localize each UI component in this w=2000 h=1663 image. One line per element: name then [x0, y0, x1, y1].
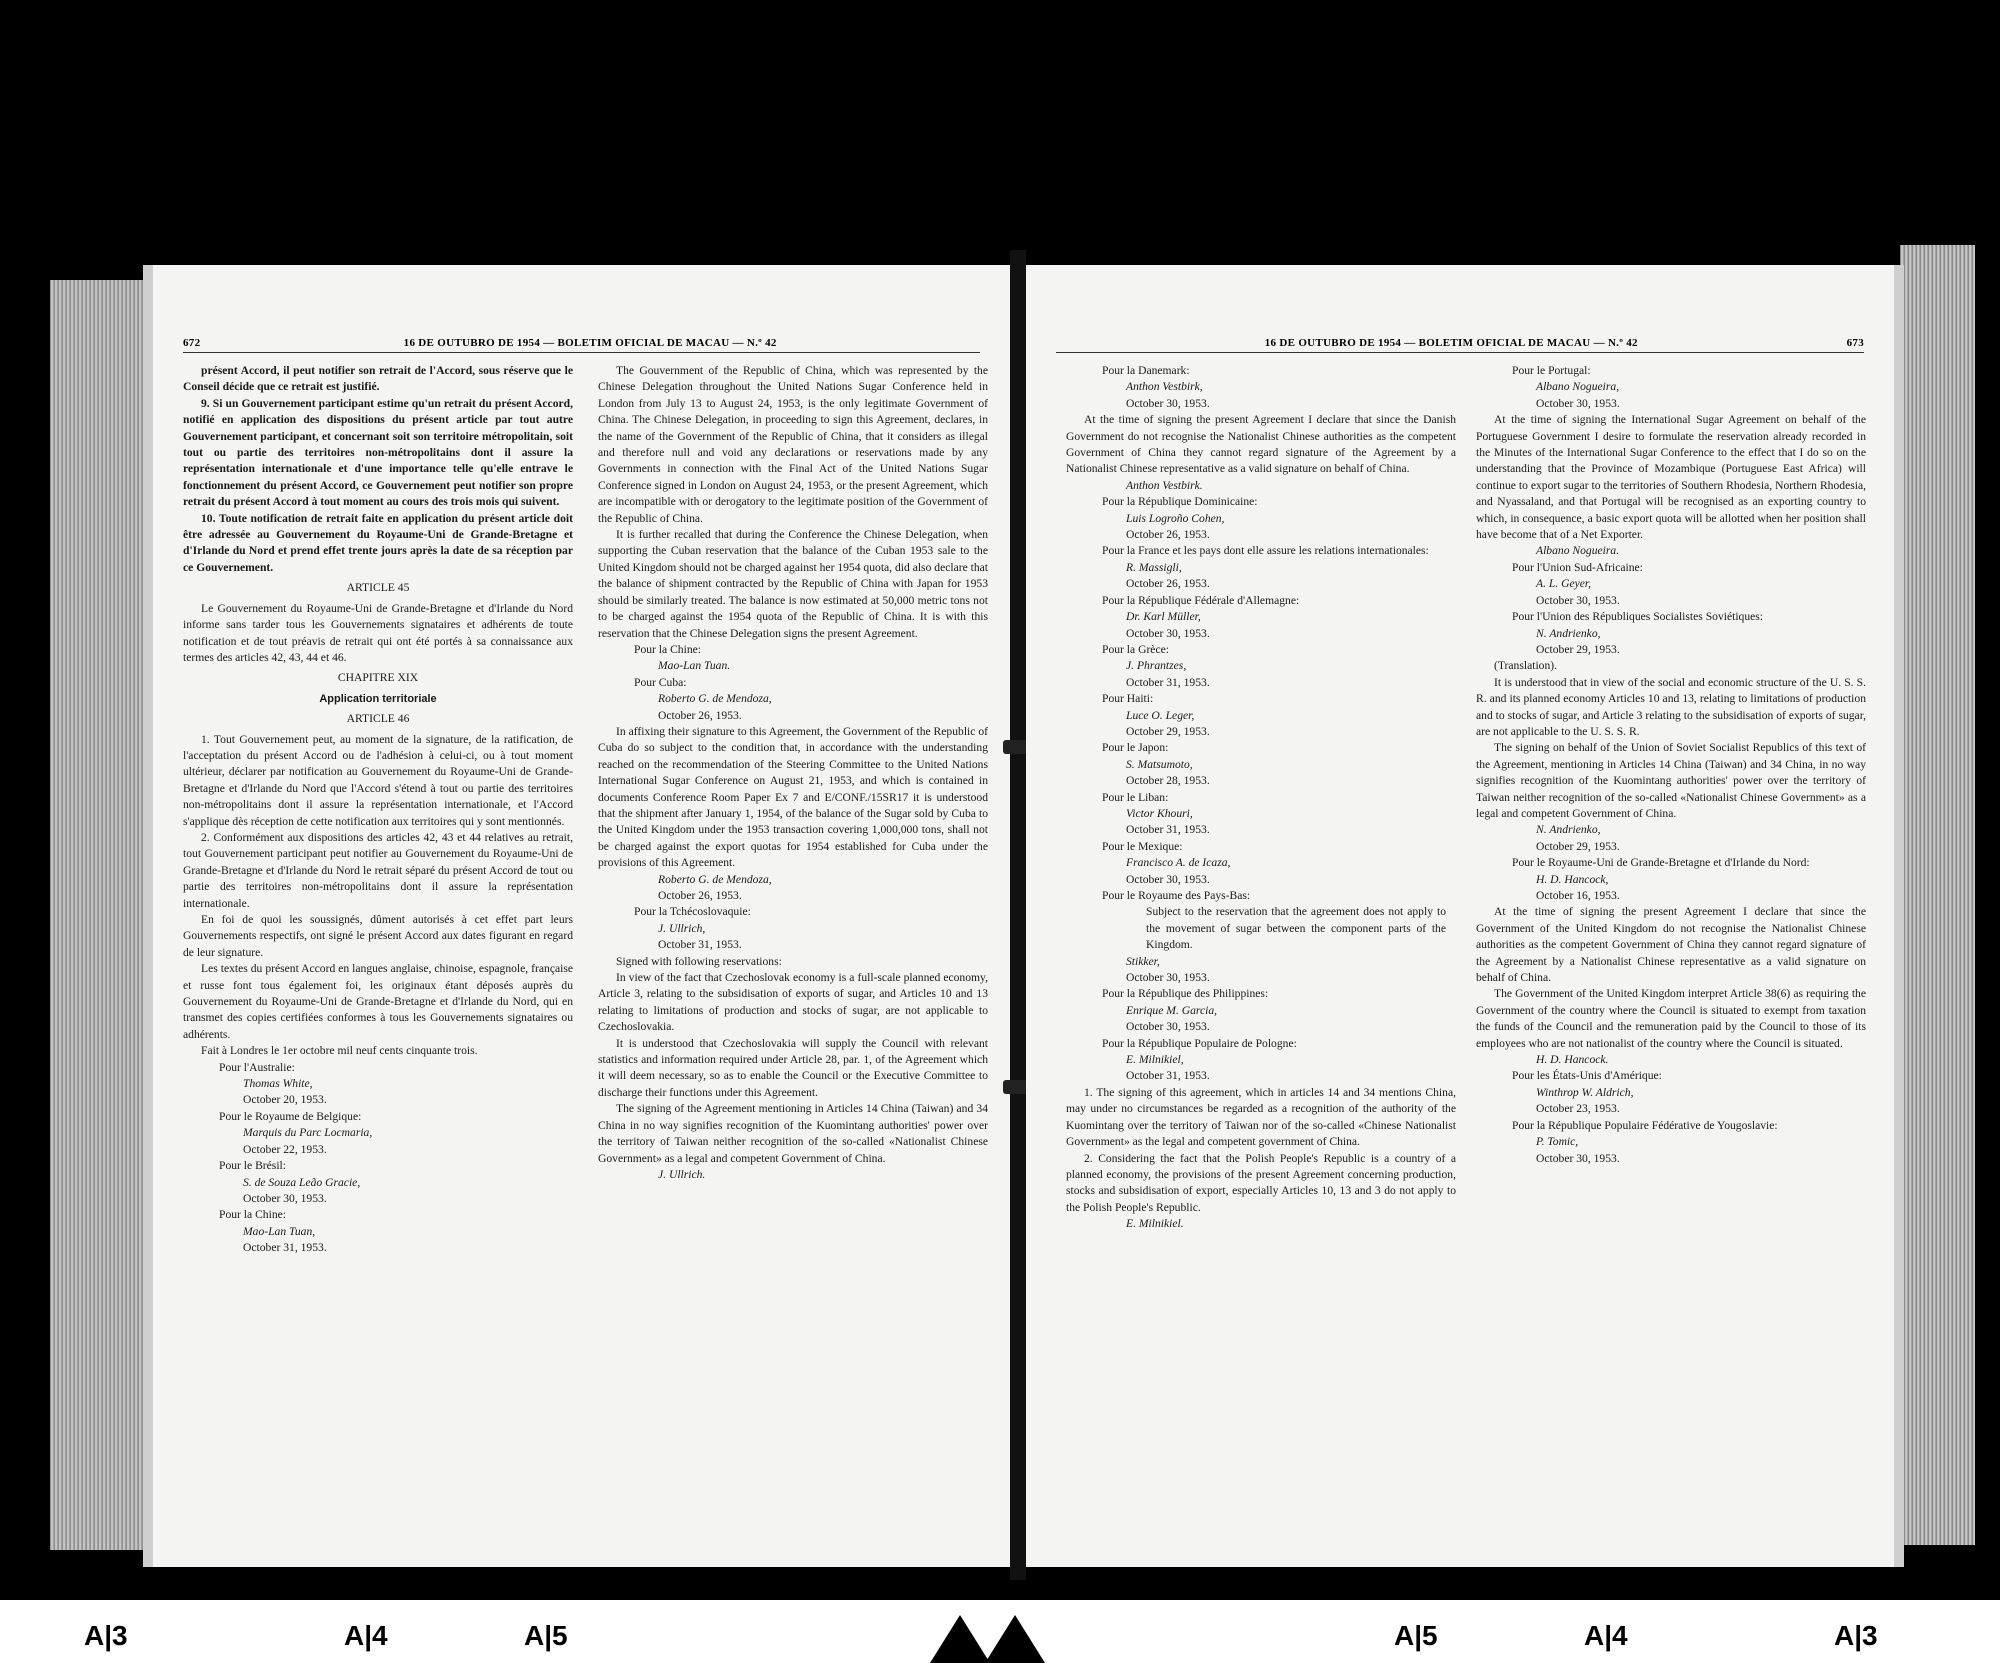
paragraph: The signing of the Agreement mentioning in Articles 14 China (Taiwan) and 34 China in no way signifies recognition of the Kuomintang authorities' power over the territory of Taiwan neither recognition of the so-called «Nationalist Chinese Government» as a legal and competent Government of China.	[598, 1102, 988, 1165]
signatory-country: Pour les États-Unis d'Amérique:	[1512, 1069, 1662, 1083]
paragraph: (Translation).	[1494, 659, 1558, 673]
reel-marker: A|5	[520, 1620, 572, 1652]
signature-date: October 26, 1953.	[1126, 577, 1210, 591]
signatory-country: Pour l'Union Sud-Africaine:	[1512, 560, 1643, 574]
section-heading: ARTICLE 45	[346, 581, 410, 595]
signature-date: October 29, 1953.	[1536, 642, 1620, 656]
signature-date: October 30, 1953.	[1536, 593, 1620, 607]
section-heading: Application territoriale	[319, 692, 437, 705]
paragraph: At the time of signing the International Sugar Agreement on behalf of the Portuguese Government I desire to formulate the reservation already recorded in the Minutes of the International Sugar Conference to the effect that I do so on the understanding that the Province of Mozambique (Portuguese East Africa) will continue to export sugar to the territories of Southern Rhodesia, Northern Rhodesia, and Nyassaland, and that Portugal will be recognised as an exporting country to which, in consequence, a basic export quota will be allotted when her position shall have become that of a Net Exporter.	[1476, 413, 1866, 542]
signature-date: October 26, 1953.	[658, 889, 742, 902]
signatory-country: Pour le Japon:	[1102, 741, 1169, 755]
signatory-country: Pour le Royaume de Belgique:	[219, 1109, 362, 1123]
section-heading: CHAPITRE XIX	[337, 671, 419, 685]
signatory-name: Marquis du Parc Locmaria,	[243, 1126, 373, 1140]
paragraph: 10. Toute notification de retrait faite en application du présent article doit être adressée au Gouvernement du Royaume-Uni de Grande-Bretagne et d'Irlande du Nord et prend effet trente jours après la date de sa réception par ce Gouvernement.	[183, 511, 573, 574]
paragraph: Fait à Londres le 1er octobre mil neuf cents cinquante trois.	[201, 1044, 478, 1058]
right-column-2	[1476, 363, 1866, 1167]
signature-date: October 31, 1953.	[1126, 675, 1210, 689]
paragraph: At the time of signing the present Agreement I declare that since the Danish Government do not recognise the Nationalist Chinese authorities as the competent Government of China they cannot regard signature of the Agreement by a Nationalist Chinese representative as a valid signature on behalf of China.	[1066, 413, 1456, 476]
right-page-number: 673	[1846, 337, 1864, 349]
signatory-country: Pour la République Populaire de Pologne:	[1102, 1036, 1297, 1050]
signatory-country: Pour le Mexique:	[1102, 839, 1183, 853]
signatory-name: Dr. Karl Müller,	[1126, 610, 1201, 624]
paragraph: It is further recalled that during the Conference the Chinese Delegation, when supporting the Cuban reservation that the balance of the Cuban 1953 sale to the United Kingdom should not be charged against her 1954 quota, did also declare that the balance of shipment contracted by the Republic of China with Japan for 1953 should be similarly treated. The balance is now estimated at 50,000 metric tons not to be charged against the 1954 quota of the Republic of China. It is with this reservation that the Chinese Delegation signs the present Agreement.	[598, 528, 989, 640]
signatory-name: Roberto G. de Mendoza,	[658, 872, 772, 886]
paragraph: The Government of the United Kingdom interpret Article 38(6) as requiring the Government of the country where the Council is situated to exempt from taxation the funds of the Council and the remuneration paid by the Council to those of its employees who are not nationalist of the country where the Council is situated.	[1476, 987, 1866, 1050]
signature-date: October 26, 1953.	[1126, 528, 1210, 542]
paragraph: 1. The signing of this agreement, which in articles 14 and 34 mentions China, may under no circumstances be regarded as a recognition of the authority of the Kuomintang over the territory of Taiwan nor of the so-called «Chinese Nationalist Government» as the legal and competent government of China.	[1066, 1085, 1456, 1149]
signatory-name: Luis Logroño Cohen,	[1126, 511, 1225, 525]
left-column-2	[598, 363, 988, 1183]
signature-date: October 23, 1953.	[1536, 1102, 1620, 1116]
left-page-header	[183, 337, 980, 353]
signatory-country: Pour Cuba:	[634, 675, 687, 689]
signatory-name: Albano Nogueira.	[1536, 544, 1620, 558]
signatory-country: Pour le Liban:	[1102, 790, 1169, 804]
signature-date: October 30, 1953.	[243, 1191, 327, 1205]
signatory-country: Pour le Brésil:	[219, 1159, 286, 1173]
signatory-name: Albano Nogueira,	[1536, 380, 1620, 394]
signature-date: October 31, 1953.	[658, 938, 742, 952]
signatory-name: J. Ullrich.	[658, 1167, 706, 1181]
signature-date: October 22, 1953.	[243, 1142, 327, 1156]
reel-marker: A|3	[80, 1620, 132, 1652]
signatory-country: Pour Haiti:	[1102, 692, 1154, 706]
signature-date: October 29, 1953.	[1536, 839, 1620, 853]
reel-marker: A|4	[1580, 1620, 1632, 1652]
signatory-country: Pour la Tchécoslovaquie:	[634, 905, 751, 919]
book-gutter	[1010, 250, 1026, 1580]
paragraph: 2. Conformément aux dispositions des articles 42, 43 et 44 relatives au retrait, tout Gouvernement participant peut notifier au Gouvernement du Royaume-Uni de Grande-Bretagne et d'Irlande du Nord le retrait séparé du présent Accord de tout ou partie des territoires non-métropolitains dont il assure la représentation internationale.	[183, 830, 573, 910]
left-page-edges	[50, 280, 145, 1550]
signatory-country: Pour la Chine:	[219, 1208, 286, 1222]
left-column-1	[183, 363, 573, 1257]
signatory-name: E. Milnikiel,	[1126, 1053, 1184, 1067]
signatory-name: Anthon Vestbirk,	[1126, 380, 1203, 394]
signature-date: October 26, 1953.	[658, 708, 742, 722]
signatory-country: Pour la République Populaire Fédérative de Yougoslavie:	[1512, 1118, 1778, 1132]
signature-date: October 30, 1953.	[1126, 396, 1210, 410]
right-column-1	[1066, 363, 1456, 1233]
signature-date: October 29, 1953.	[1126, 724, 1210, 738]
signatory-name: Stikker,	[1126, 954, 1160, 968]
signature-date: October 31, 1953.	[1126, 823, 1210, 837]
paragraph: It is understood that in view of the social and economic structure of the U. S. S. R. and its planned economy Articles 10 and 13, relating to limitations of production and to stocks of sugar, and Article 3 relating to the subsidisation of exports of sugar, are not applicable to the U. S. S. R.	[1476, 675, 1866, 738]
left-running-title: 16 DE OUTUBRO DE 1954 — BOLETIM OFICIAL DE MACAU — N.º 42	[403, 337, 777, 349]
paragraph: It is understood that Czechoslovakia will supply the Council with relevant statistics and information required under Article 28, par. 1, of the Agreement which it will deem necessary, so as to enable the Council or the Executive Committee to discharge their functions under this Agreement.	[598, 1036, 988, 1099]
signatory-country: Pour la France et les pays dont elle assure les relations internationales:	[1102, 544, 1429, 558]
signatory-name: H. D. Hancock,	[1536, 872, 1609, 886]
paragraph: In affixing their signature to this Agreement, the Government of the Republic of Cuba do so subject to the condition that, in accordance with the understanding reached on the recommendation of the Steering Committee to the United Nations International Sugar Conference on August 21, 1953, and which is contained in documents Conference Room Paper Ex 7 and E/CONF./15SR17 it is understood that the shipment after January 1, 1954, of the balance of the Sugar sold by Cuba to the United Kingdom under the 1953 transaction covering 1,000,000 tons, shall not be charged against the export quotas for 1954 established for Cuba under the provisions of this Agreement.	[598, 724, 988, 870]
reel-marker: A|3	[1830, 1620, 1882, 1652]
signatory-country: Pour la Chine:	[634, 642, 701, 656]
signatory-country: Pour l'Union des Républiques Socialistes Soviétiques:	[1512, 610, 1764, 624]
signatory-name: Enrique M. Garcia,	[1126, 1003, 1218, 1017]
signatory-country: Pour l'Australie:	[219, 1060, 295, 1074]
paragraph: The signing on behalf of the Union of Soviet Socialist Republics of this text of the Agreement, mentioning in Articles 14 China (Taiwan) and 34 China, in no way signifies recognition of the Kuomintang authorities' power over the territory of Taiwan neither recognition of the so-called «Nationalist Chinese Government» as a legal and competent Government of China.	[1476, 741, 1866, 820]
paragraph: At the time of signing the present Agreement I declare that since the Government of the United Kingdom do not recognise the Nationalist Chinese authorities as the competent Government of China they cannot regard signature of the Agreement by a Nationalist Chinese representative as a valid signature on behalf of China.	[1476, 905, 1866, 985]
signatory-name: E. Milnikiel.	[1126, 1217, 1184, 1231]
signatory-name: N. Andrienko,	[1536, 626, 1601, 640]
signatory-name: H. D. Hancock.	[1536, 1053, 1609, 1067]
right-page-header	[1056, 337, 1864, 353]
signatory-country: Pour la Danemark:	[1102, 364, 1190, 377]
paragraph: 9. Si un Gouvernement participant estime qu'un retrait du présent Accord, notifié en application des dispositions du présent article par tout autre Gouvernement participant, et concernant soit son territoire métropolitain, soit tout ou partie des territoires non-métropolitains dont il assure la représentation internationale et d'une importance telle qu'elle entrave le fonctionnement du présent Accord, ce Gouvernement peut notifier son propre retrait du présent Accord à tout moment au cours des trois mois qui suivent.	[183, 396, 573, 509]
signatory-country: Pour le Portugal:	[1512, 364, 1591, 377]
signatory-country: Pour la République des Philippines:	[1102, 987, 1269, 1001]
signatory-name: Francisco A. de Icaza,	[1126, 856, 1231, 870]
signature-date: October 28, 1953.	[1126, 774, 1210, 788]
signatory-name: J. Ullrich,	[658, 921, 706, 935]
signatory-name: J. Phrantzes,	[1126, 659, 1187, 673]
signatory-name: Winthrop W. Aldrich,	[1536, 1085, 1634, 1099]
paragraph: En foi de quoi les soussignés, dûment autorisés à cet effet part leurs Gouvernements respectifs, ont signé le présent Accord aux dates figurant en regard de leur signature.	[183, 913, 573, 959]
signatory-name: Victor Khouri,	[1126, 806, 1193, 820]
paragraph: Signed with following reservations:	[616, 954, 782, 968]
signatory-name: Anthon Vestbirk.	[1126, 478, 1203, 492]
signature-date: October 30, 1953.	[1126, 971, 1210, 985]
paragraph: 1. Tout Gouvernement peut, au moment de la signature, de la ratification, de l'acceptation du présent Accord ou de l'adhésion à celui-ci, ou à tout moment ultérieur, déclarer par notification au Gouvernement du Royaume-Uni de Grande-Bretagne et d'Irlande du Nord que l'Accord s'étend à tout ou partie des territoires non-métropolitains dont il assure la représentation internationale, et l'Accord s'applique dès réception de cette notification aux territoires qui y sont mentionnés.	[183, 732, 573, 828]
section-heading: ARTICLE 46	[346, 712, 410, 726]
signature-date: October 30, 1953.	[1126, 872, 1210, 886]
paragraph: In view of the fact that Czechoslovak economy is a full-scale planned economy, Article 3, relating to the subsidisation of exports of sugar, and Articles 10 and 13 relating to limitations of production and stocks of sugar, are not applicable to Czechoslovakia.	[598, 971, 988, 1034]
signatory-name: Mao-Lan Tuan.	[658, 659, 731, 673]
signature-date: October 20, 1953.	[243, 1093, 327, 1107]
signature-date: October 31, 1953.	[243, 1241, 327, 1255]
paragraph: 2. Considering the fact that the Polish People's Republic is a country of a planned economy, the provisions of the present Agreement concerning production, stocks and subsidisation of export, especially Articles 10, 13 and 3 do not apply to the Polish People's Republic.	[1066, 1151, 1456, 1214]
reel-marker: A|5	[1390, 1620, 1442, 1652]
signatory-country: Pour la République Dominicaine:	[1102, 495, 1258, 509]
signatory-name: Luce O. Leger,	[1126, 708, 1195, 722]
signatory-name: S. de Souza Leão Gracie,	[243, 1175, 361, 1189]
right-running-title: 16 DE OUTUBRO DE 1954 — BOLETIM OFICIAL DE MACAU — N.º 42	[1264, 337, 1638, 349]
signatory-country: Pour le Royaume des Pays-Bas:	[1102, 889, 1251, 902]
right-page	[1026, 265, 1904, 1567]
paragraph: présent Accord, il peut notifier son retrait de l'Accord, sous réserve que le Conseil décide que ce retrait est justifié.	[183, 364, 573, 394]
signatory-name: P. Tomic,	[1536, 1135, 1579, 1149]
paragraph: Subject to the reservation that the agreement does not apply to the movement of sugar between the component parts of the Kingdom.	[1146, 905, 1446, 952]
signatory-country: Pour la République Fédérale d'Allemagne:	[1102, 593, 1300, 607]
paragraph: The Gouvernment of the Republic of China, which was represented by the Chinese Delegation throughout the United Nations Sugar Conference held in London from July 13 to August 24, 1953, is the only legitimate Government of China. The Chinese Delegation, in proceeding to sign this Agreement, declares, in the name of the Government of the Republic of China, that it considers as illegal and therefore null and void any declarations or reservations made by any Governments in connection with the Final Act of the United Nations Sugar Conference signed in London on August 24, 1953, or the present Agreement, which are incompatible with or derogatory to the legitimate position of the Government of the Republic of China.	[598, 364, 988, 525]
paragraph: Le Gouvernement du Royaume-Uni de Grande-Bretagne et d'Irlande du Nord informe sans tarder tous les Gouvernements signataires et adhérents de toute notification et de tout préavis de retrait qui ont été portés à sa connaissance aux termes des articles 42, 43, 44 et 46.	[183, 601, 573, 664]
signature-date: October 16, 1953.	[1536, 889, 1620, 902]
left-page	[143, 265, 1010, 1567]
signatory-country: Pour le Royaume-Uni de Grande-Bretagne et d'Irlande du Nord:	[1512, 856, 1810, 870]
center-arrow-left-icon	[930, 1615, 990, 1663]
signatory-name: R. Massigli,	[1126, 560, 1182, 574]
signatory-name: Mao-Lan Tuan,	[243, 1224, 316, 1238]
center-arrow-right-icon	[985, 1615, 1045, 1663]
signatory-name: Roberto G. de Mendoza,	[658, 692, 772, 706]
reel-marker: A|4	[340, 1620, 392, 1652]
signature-date: October 30, 1953.	[1536, 1151, 1620, 1165]
signature-date: October 31, 1953.	[1126, 1069, 1210, 1083]
left-page-number: 672	[183, 337, 201, 349]
signatory-country: Pour la Grèce:	[1102, 642, 1169, 656]
signatory-name: S. Matsumoto,	[1126, 757, 1193, 771]
signature-date: October 30, 1953.	[1536, 396, 1620, 410]
signatory-name: N. Andrienko,	[1536, 823, 1601, 837]
signature-date: October 30, 1953.	[1126, 626, 1210, 640]
right-page-edges	[1900, 245, 1975, 1545]
signatory-name: Thomas White,	[243, 1077, 313, 1091]
paragraph: Les textes du présent Accord en langues anglaise, chinoise, espagnole, française et russe font tous également foi, les originaux étant déposés auprès du Gouvernement du Royaume-Uni de Grande-Bretagne et d'Irlande du Nord, qui en transmet des copies certifiées conformes à tous les Gouvernements signataires ou adhérents.	[183, 962, 573, 1041]
signatory-name: A. L. Geyer,	[1536, 577, 1592, 591]
signature-date: October 30, 1953.	[1126, 1020, 1210, 1034]
